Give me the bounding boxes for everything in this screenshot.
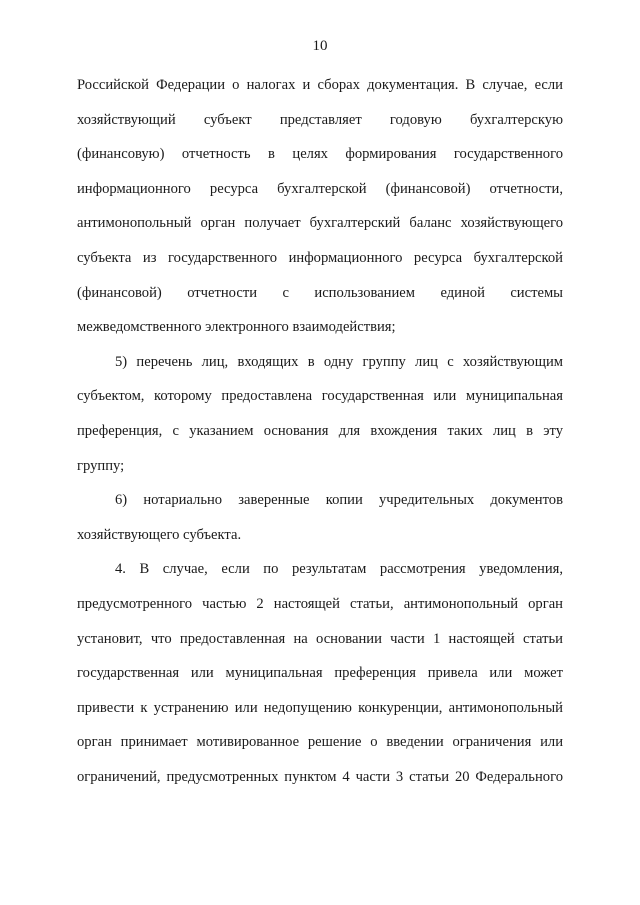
text-line: межведомственного электронного взаимодействия;	[77, 319, 396, 336]
text-line: субъектом, которому предоставлена государственная или муниципальная	[77, 388, 563, 405]
text-line: (финансовую) отчетность в целях формирования государственного	[77, 146, 563, 163]
text-line: (финансовой) отчетности с использованием единой системы	[77, 284, 563, 301]
page-number: 10	[312, 38, 328, 54]
text-line: предусмотренного частью 2 настоящей статьи, антимонопольный орган	[77, 595, 563, 612]
text-line: субъекта из государственного информационного ресурса бухгалтерской	[77, 249, 563, 266]
text-line: хозяйствующего субъекта.	[77, 526, 242, 543]
text-line: информационного ресурса бухгалтерской (финансовой) отчетности,	[77, 180, 563, 197]
body-text	[77, 72, 563, 798]
text-line: орган принимает мотивированное решение о введении ограничения или	[77, 734, 563, 751]
text-line: 4. В случае, если по результатам рассмотрения уведомления,	[115, 561, 563, 578]
text-line: хозяйствующий субъект представляет годовую бухгалтерскую	[77, 111, 563, 128]
text-line: привести к устранению или недопущению конкуренции, антимонопольный	[77, 699, 563, 716]
text-line: государственная или муниципальная преференция привела или может	[77, 665, 563, 682]
text-line: антимонопольный орган получает бухгалтерский баланс хозяйствующего	[77, 215, 563, 232]
text-line: ограничений, предусмотренных пунктом 4 части 3 статьи 20 Федерального	[77, 768, 563, 785]
text-line: 5) перечень лиц, входящих в одну группу лиц с хозяйствующим	[115, 353, 563, 370]
text-line: Российской Федерации о налогах и сборах документация. В случае, если	[77, 77, 563, 93]
text-line: преференция, с указанием основания для вхождения таких лиц в эту	[77, 422, 563, 439]
text-line: 6) нотариально заверенные копии учредительных документов	[115, 492, 563, 509]
text-line: группу;	[77, 457, 125, 474]
text-line: установит, что предоставленная на основании части 1 настоящей статьи	[77, 630, 563, 647]
